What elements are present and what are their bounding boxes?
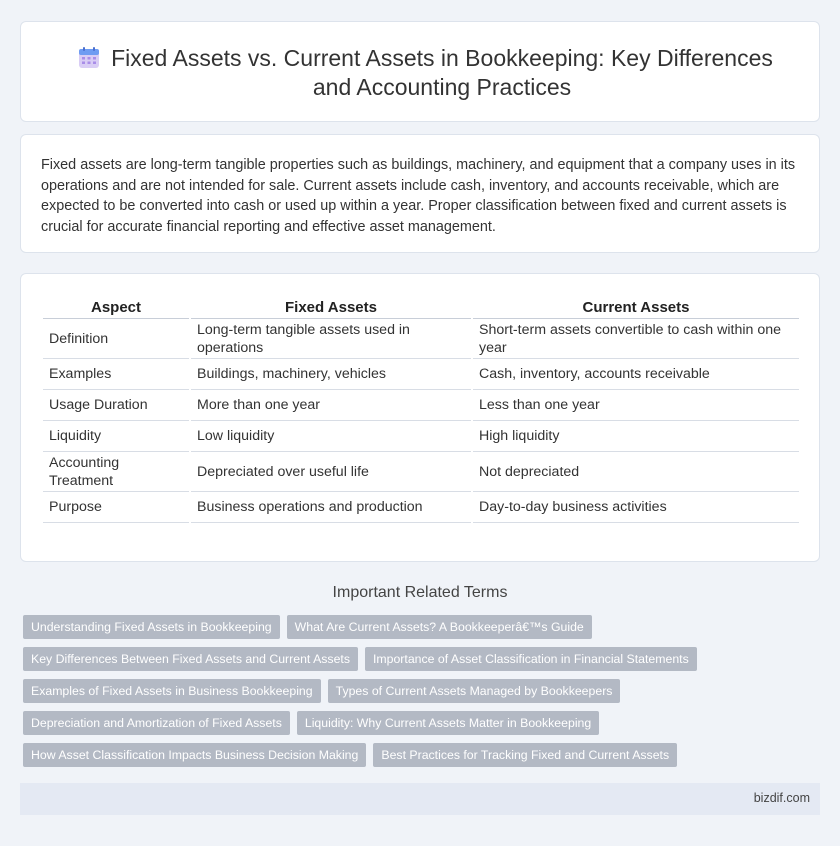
related-tag[interactable]: Key Differences Between Fixed Assets and Current Assets [23,647,358,671]
cell-aspect: Liquidity [43,421,189,452]
cell-aspect: Examples [43,359,189,390]
intro-card [20,134,820,253]
table-row [43,359,799,390]
cell-fixed: Buildings, machinery, vehicles [191,359,471,390]
related-tag[interactable]: Best Practices for Tracking Fixed and Current Assets [373,743,677,767]
page-title: Fixed Assets vs. Current Assets in Bookkeeping: Key Differences and Accounting Practices [111,45,773,100]
related-terms-heading: Important Related Terms [332,584,508,601]
table-row [43,319,799,359]
cell-current: Not depreciated [473,452,799,492]
comparison-table-card [20,273,820,562]
table-row [43,492,799,523]
related-tag[interactable]: Examples of Fixed Assets in Business Bookkeeping [23,679,321,703]
related-tag[interactable]: Importance of Asset Classification in Financial Statements [365,647,697,671]
cell-aspect: Accounting Treatment [43,452,189,492]
cell-current: Less than one year [473,390,799,421]
cell-aspect: Definition [43,319,189,359]
cell-fixed: Business operations and production [191,492,471,523]
header-aspect: Aspect [43,294,189,319]
cell-fixed: Low liquidity [191,421,471,452]
cell-current: Short-term assets convertible to cash within one year [473,319,799,359]
footer [20,783,820,815]
cell-aspect: Purpose [43,492,189,523]
comparison-table [41,294,801,523]
related-tag[interactable]: Types of Current Assets Managed by Bookkeepers [328,679,621,703]
cell-current: High liquidity [473,421,799,452]
cell-current: Cash, inventory, accounts receivable [473,359,799,390]
table-row [43,421,799,452]
cell-current: Day-to-day business activities [473,492,799,523]
table-row [43,390,799,421]
cell-fixed: Long-term tangible assets used in operations [191,319,471,359]
header-current-assets: Current Assets [473,294,799,319]
footer-site-link[interactable]: bizdif.com [753,791,810,805]
table-header-row [43,294,799,319]
related-tag[interactable]: Liquidity: Why Current Assets Matter in Bookkeeping [297,711,599,735]
related-tag[interactable]: How Asset Classification Impacts Business Decision Making [23,743,366,767]
cell-fixed: Depreciated over useful life [191,452,471,492]
title-card [20,21,820,122]
cell-fixed: More than one year [191,390,471,421]
table-row [43,452,799,492]
related-tag[interactable]: Understanding Fixed Assets in Bookkeeping [23,615,280,639]
related-terms-list [23,615,813,767]
header-fixed-assets: Fixed Assets [191,294,471,319]
cell-aspect: Usage Duration [43,390,189,421]
related-tag[interactable]: What Are Current Assets? A Bookkeeperâ€™s Guide [287,615,592,639]
intro-paragraph: Fixed assets are long-term tangible properties such as buildings, machinery, and equipment that a company uses in its operations and are not intended for sale. Current assets include cash, inventory, and accounts receivable, which are expected to be converted into cash or used up within a year. Proper classification between fixed and current assets is crucial for accurate financial reporting and effective asset management. [41,157,796,235]
related-tag[interactable]: Depreciation and Amortization of Fixed Assets [23,711,290,735]
